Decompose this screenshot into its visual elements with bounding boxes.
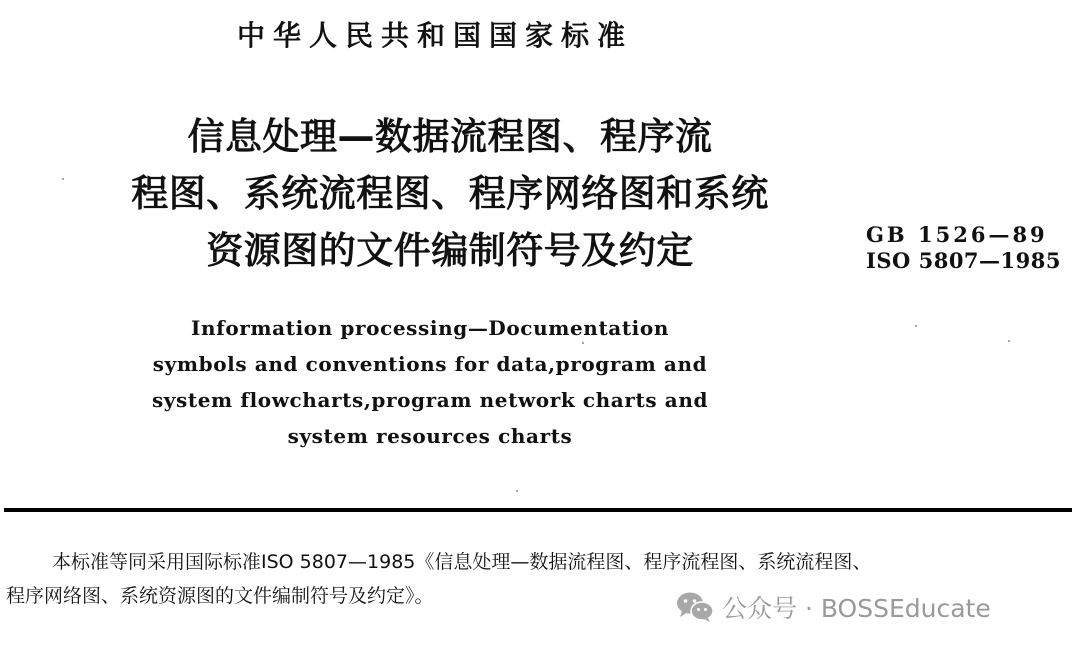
chinese-title-line-1: 信息处理—数据流程图、程序流 [187, 115, 713, 158]
standard-numbers [866, 222, 1061, 274]
english-title-line-2: symbols and conventions for data,program and [152, 352, 708, 376]
scan-speck [62, 178, 64, 180]
scan-speck [915, 325, 917, 327]
english-title-line-1: Information processing—Documentation [191, 316, 669, 340]
gb-standard-number: GB 1526—89 [866, 222, 1048, 247]
adoption-statement-line-1: 本标准等同采用国际标准ISO 5807—1985《信息处理—数据流程图、程序流程图、系统流程图、 [52, 551, 872, 573]
english-title-line-3: system flowcharts,program network charts and [151, 388, 709, 412]
adoption-statement-line-2: 程序网络图、系统资源图的文件编制符号及约定》。 [6, 585, 434, 607]
english-title [90, 310, 770, 454]
scan-speck [1008, 340, 1010, 342]
chinese-title-line-2: 程图、系统流程图、程序网络图和系统 [131, 172, 769, 215]
scan-speck [582, 342, 584, 344]
english-title-line-4: system resources charts [287, 424, 573, 448]
scan-speck [516, 490, 518, 492]
watermark-text: 公众号 · BOSSEducate [722, 594, 991, 623]
chinese-title-line-3: 资源图的文件编制符号及约定 [206, 229, 694, 272]
national-standard-header: 中华人民共和国国家标准 [236, 19, 633, 52]
chinese-title [40, 108, 860, 279]
wechat-icon [676, 591, 714, 623]
watermark [676, 587, 991, 627]
section-divider [4, 508, 1072, 512]
iso-standard-number: ISO 5807—1985 [866, 248, 1061, 273]
